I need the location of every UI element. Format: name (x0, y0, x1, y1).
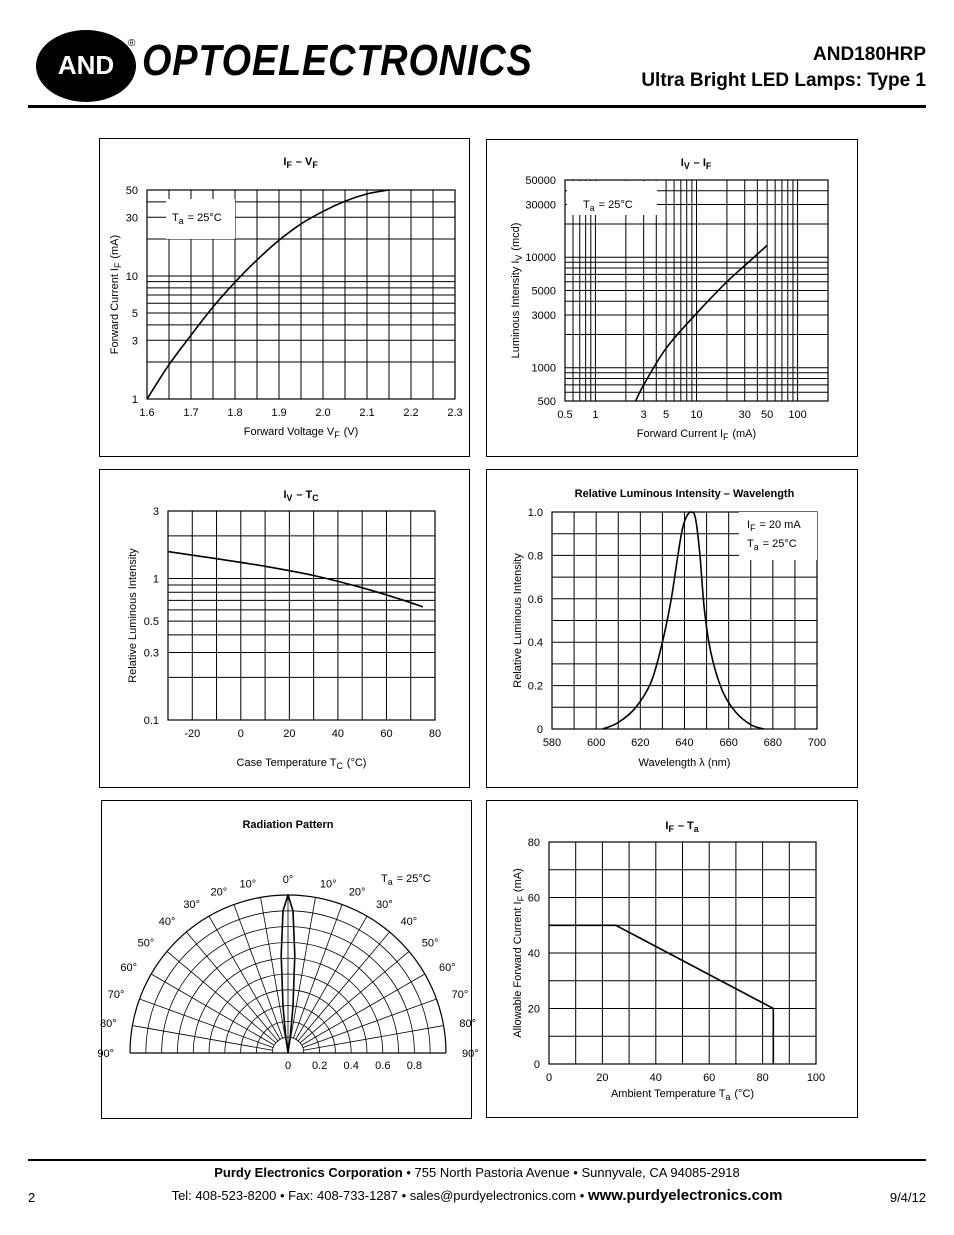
angle-label: 50° (137, 937, 155, 950)
angle-label: 20° (348, 886, 366, 899)
y-tick-label: 0 (536, 724, 543, 736)
x-axis-label: Wavelength λ (nm) (638, 757, 731, 769)
y-tick-label: 20 (527, 1003, 540, 1016)
document-subtitle: Ultra Bright LED Lamps: Type 1 (641, 70, 926, 91)
radius-tick-label: 0.4 (343, 1060, 359, 1072)
x-tick-label: 80 (756, 1072, 769, 1084)
x-tick-label: 100 (788, 409, 807, 421)
x-tick-label: 1.7 (183, 407, 199, 419)
y-tick-label: 0.3 (143, 647, 159, 660)
angle-label: 40° (158, 916, 176, 929)
x-tick-label: 30 (738, 409, 751, 421)
angle-label-zero: 0° (282, 874, 294, 886)
y-tick-label: 10000 (525, 252, 556, 265)
chart-iv-tc (99, 469, 470, 788)
x-tick-label: 60 (703, 1072, 716, 1084)
y-tick-label: 0.6 (527, 593, 543, 606)
y-tick-label: 5000 (531, 285, 556, 298)
y-tick-label: 3 (152, 506, 159, 518)
chart-radiation-svg (97, 801, 479, 1118)
y-tick-label: 0.2 (527, 680, 543, 693)
annotation-text: $T_a$ = 25°C (747, 538, 797, 552)
chart-title: Radiation Pattern (242, 819, 334, 831)
chart-if-ta-svg (487, 801, 857, 1117)
angle-label: 90° (462, 1048, 479, 1060)
x-tick-label: 680 (763, 737, 783, 749)
x-tick-label: 50 (761, 409, 774, 421)
x-tick-label: 600 (586, 737, 606, 749)
x-tick-label: 80 (428, 728, 442, 740)
y-tick-label: 3000 (531, 310, 556, 323)
x-tick-label: 700 (807, 737, 827, 749)
y-tick-label: 50000 (525, 175, 556, 187)
x-tick-label: 40 (331, 728, 345, 740)
x-tick-label: 60 (380, 728, 393, 740)
x-tick-label: 1.8 (227, 407, 243, 419)
radius-tick-label: 0.6 (375, 1060, 391, 1072)
chart-title: Relative Luminous Intensity – Wavelength (574, 488, 795, 500)
chart-spectrum (486, 469, 858, 788)
x-tick-label: 0 (237, 728, 244, 740)
x-axis-label: Forward Voltage $V_F$ (V) (243, 426, 359, 440)
x-tick-label: 5 (663, 409, 670, 421)
polar-spoke (132, 1026, 272, 1051)
x-tick-label: 20 (596, 1072, 609, 1084)
y-tick-label: 0.1 (143, 715, 159, 727)
x-tick-label: 2.3 (447, 407, 463, 419)
y-tick-label: 10 (125, 270, 138, 283)
y-tick-label: 0.4 (527, 637, 543, 650)
y-axis-label: Relative Luminous Intensity (127, 548, 139, 683)
x-tick-label: 580 (542, 737, 562, 749)
x-tick-label: 100 (806, 1072, 826, 1084)
x-tick-label: 0.5 (557, 409, 573, 421)
annotation-text: $T_a$ = 25°C (583, 199, 633, 213)
angle-label: 60° (120, 962, 138, 974)
x-tick-label: 0 (545, 1072, 553, 1084)
angle-label: 40° (400, 916, 418, 929)
brand-name: OPTOELECTRONICS (142, 36, 533, 85)
y-tick-label: 1 (152, 573, 159, 586)
website-link[interactable]: www.purdyelectronics.com (587, 1187, 783, 1204)
angle-label: 90° (97, 1048, 114, 1060)
chart-radiation-pattern (97, 800, 479, 1119)
plot-frame (168, 511, 435, 720)
angle-label: 80° (459, 1018, 477, 1031)
x-tick-label: 2.2 (403, 407, 419, 419)
chart-title: $I_V$ – $I_F$ (680, 157, 712, 171)
y-tick-label: 80 (527, 837, 540, 849)
x-tick-label: 10 (690, 409, 703, 421)
chart-title: $I_V$ – $T_C$ (283, 489, 319, 503)
y-tick-label: 0.8 (527, 550, 543, 563)
data-series-line (168, 552, 423, 607)
part-number: AND180HRP (813, 44, 926, 65)
y-tick-label: 500 (537, 396, 556, 408)
y-tick-label: 3 (131, 335, 138, 348)
angle-label: 70° (107, 989, 125, 1002)
and-logo (36, 30, 136, 102)
annotation-text: $T_a$ = 25°C (172, 212, 222, 226)
chart-title: $I_F$ – $V_F$ (283, 156, 318, 170)
angle-label: 60° (438, 962, 456, 974)
document-date: 9/4/12 (889, 1190, 926, 1205)
y-tick-label: 5 (131, 308, 138, 321)
x-tick-label: 660 (719, 737, 738, 749)
radius-tick-label: 0 (284, 1060, 292, 1072)
y-tick-label: 40 (527, 948, 540, 960)
x-tick-label: 620 (631, 737, 650, 749)
angle-label: 10° (239, 878, 257, 891)
footer-contact-line (0, 1187, 954, 1204)
data-series-line (549, 925, 773, 1064)
angle-label: 70° (451, 989, 469, 1002)
x-tick-label: 1.6 (139, 407, 155, 419)
y-tick-label: 30 (125, 212, 138, 225)
y-tick-label: 1.0 (527, 507, 543, 519)
chart-if-vf (99, 138, 470, 457)
radius-tick-label: 0.8 (406, 1060, 423, 1072)
x-tick-label: 2.1 (359, 407, 375, 419)
y-axis-label: Forward Current $I_F$ (mA) (109, 234, 123, 355)
y-tick-label: 1000 (531, 362, 556, 375)
contact-info: Tel: 408-523-8200 • Fax: 408-733-1287 • sales@purdyelectronics.com • (171, 1188, 585, 1203)
page-header (0, 0, 954, 112)
chart-iv-tc-svg (100, 470, 469, 787)
y-tick-label: 0 (533, 1059, 540, 1071)
chart-iv-if (486, 139, 858, 457)
polar-spoke (304, 1026, 444, 1051)
y-tick-label: 1 (131, 394, 138, 406)
angle-label: 10° (319, 878, 337, 891)
page-number: 2 (28, 1190, 36, 1205)
x-tick-label: -20 (184, 728, 201, 740)
x-tick-label: 3 (640, 409, 647, 421)
footer-divider (28, 1159, 926, 1161)
chart-spectrum-svg (487, 470, 857, 787)
angle-label: 30° (376, 899, 393, 912)
angle-label: 30° (183, 899, 200, 912)
company-address: • 755 North Pastoria Avenue • Sunnyvale, CA 94085-2918 (406, 1165, 740, 1180)
y-axis-label: Relative Luminous Intensity (512, 553, 524, 688)
angle-label: 20° (210, 886, 228, 899)
y-axis-label: Luminous Intensity $I_V$ (mcd) (510, 222, 524, 359)
y-tick-label: 0.5 (143, 616, 159, 629)
chart-if-ta (486, 800, 858, 1118)
footer-address-line (0, 1165, 954, 1180)
y-tick-label: 60 (527, 892, 540, 905)
x-tick-label: 2.0 (315, 407, 331, 419)
chart-if-vf-svg (100, 139, 469, 456)
x-tick-label: 1 (592, 409, 599, 421)
x-tick-label: 20 (283, 728, 296, 740)
company-name: Purdy Electronics Corporation (214, 1165, 403, 1180)
annotation-text: $T_a$ = 25°C (381, 873, 431, 887)
chart-iv-if-svg (487, 140, 857, 456)
x-axis-label: Case Temperature $T_C$ (°C) (236, 757, 367, 771)
x-tick-label: 40 (649, 1072, 662, 1084)
angle-label: 80° (99, 1018, 117, 1031)
y-axis-label: Allowable Forward Current $I_F$ (mA) (512, 868, 526, 1038)
y-tick-label: 50 (125, 185, 138, 197)
x-tick-label: 640 (675, 737, 694, 749)
logo-text: AND (57, 50, 115, 80)
y-tick-label: 30000 (525, 199, 556, 212)
x-axis-label: Ambient Temperature $T_a$ (°C) (610, 1088, 755, 1102)
registered-mark: ® (128, 38, 136, 49)
annotation-text: $I_F$ = 20 mA (747, 519, 801, 533)
data-series-line (636, 245, 768, 401)
x-axis-label: Forward Current $I_F$ (mA) (636, 428, 757, 442)
header-divider (28, 105, 926, 108)
x-tick-label: 1.9 (271, 407, 287, 419)
chart-title: $I_F$ – $T_a$ (665, 820, 699, 834)
angle-label: 50° (421, 937, 439, 950)
radius-tick-label: 0.2 (311, 1060, 328, 1072)
